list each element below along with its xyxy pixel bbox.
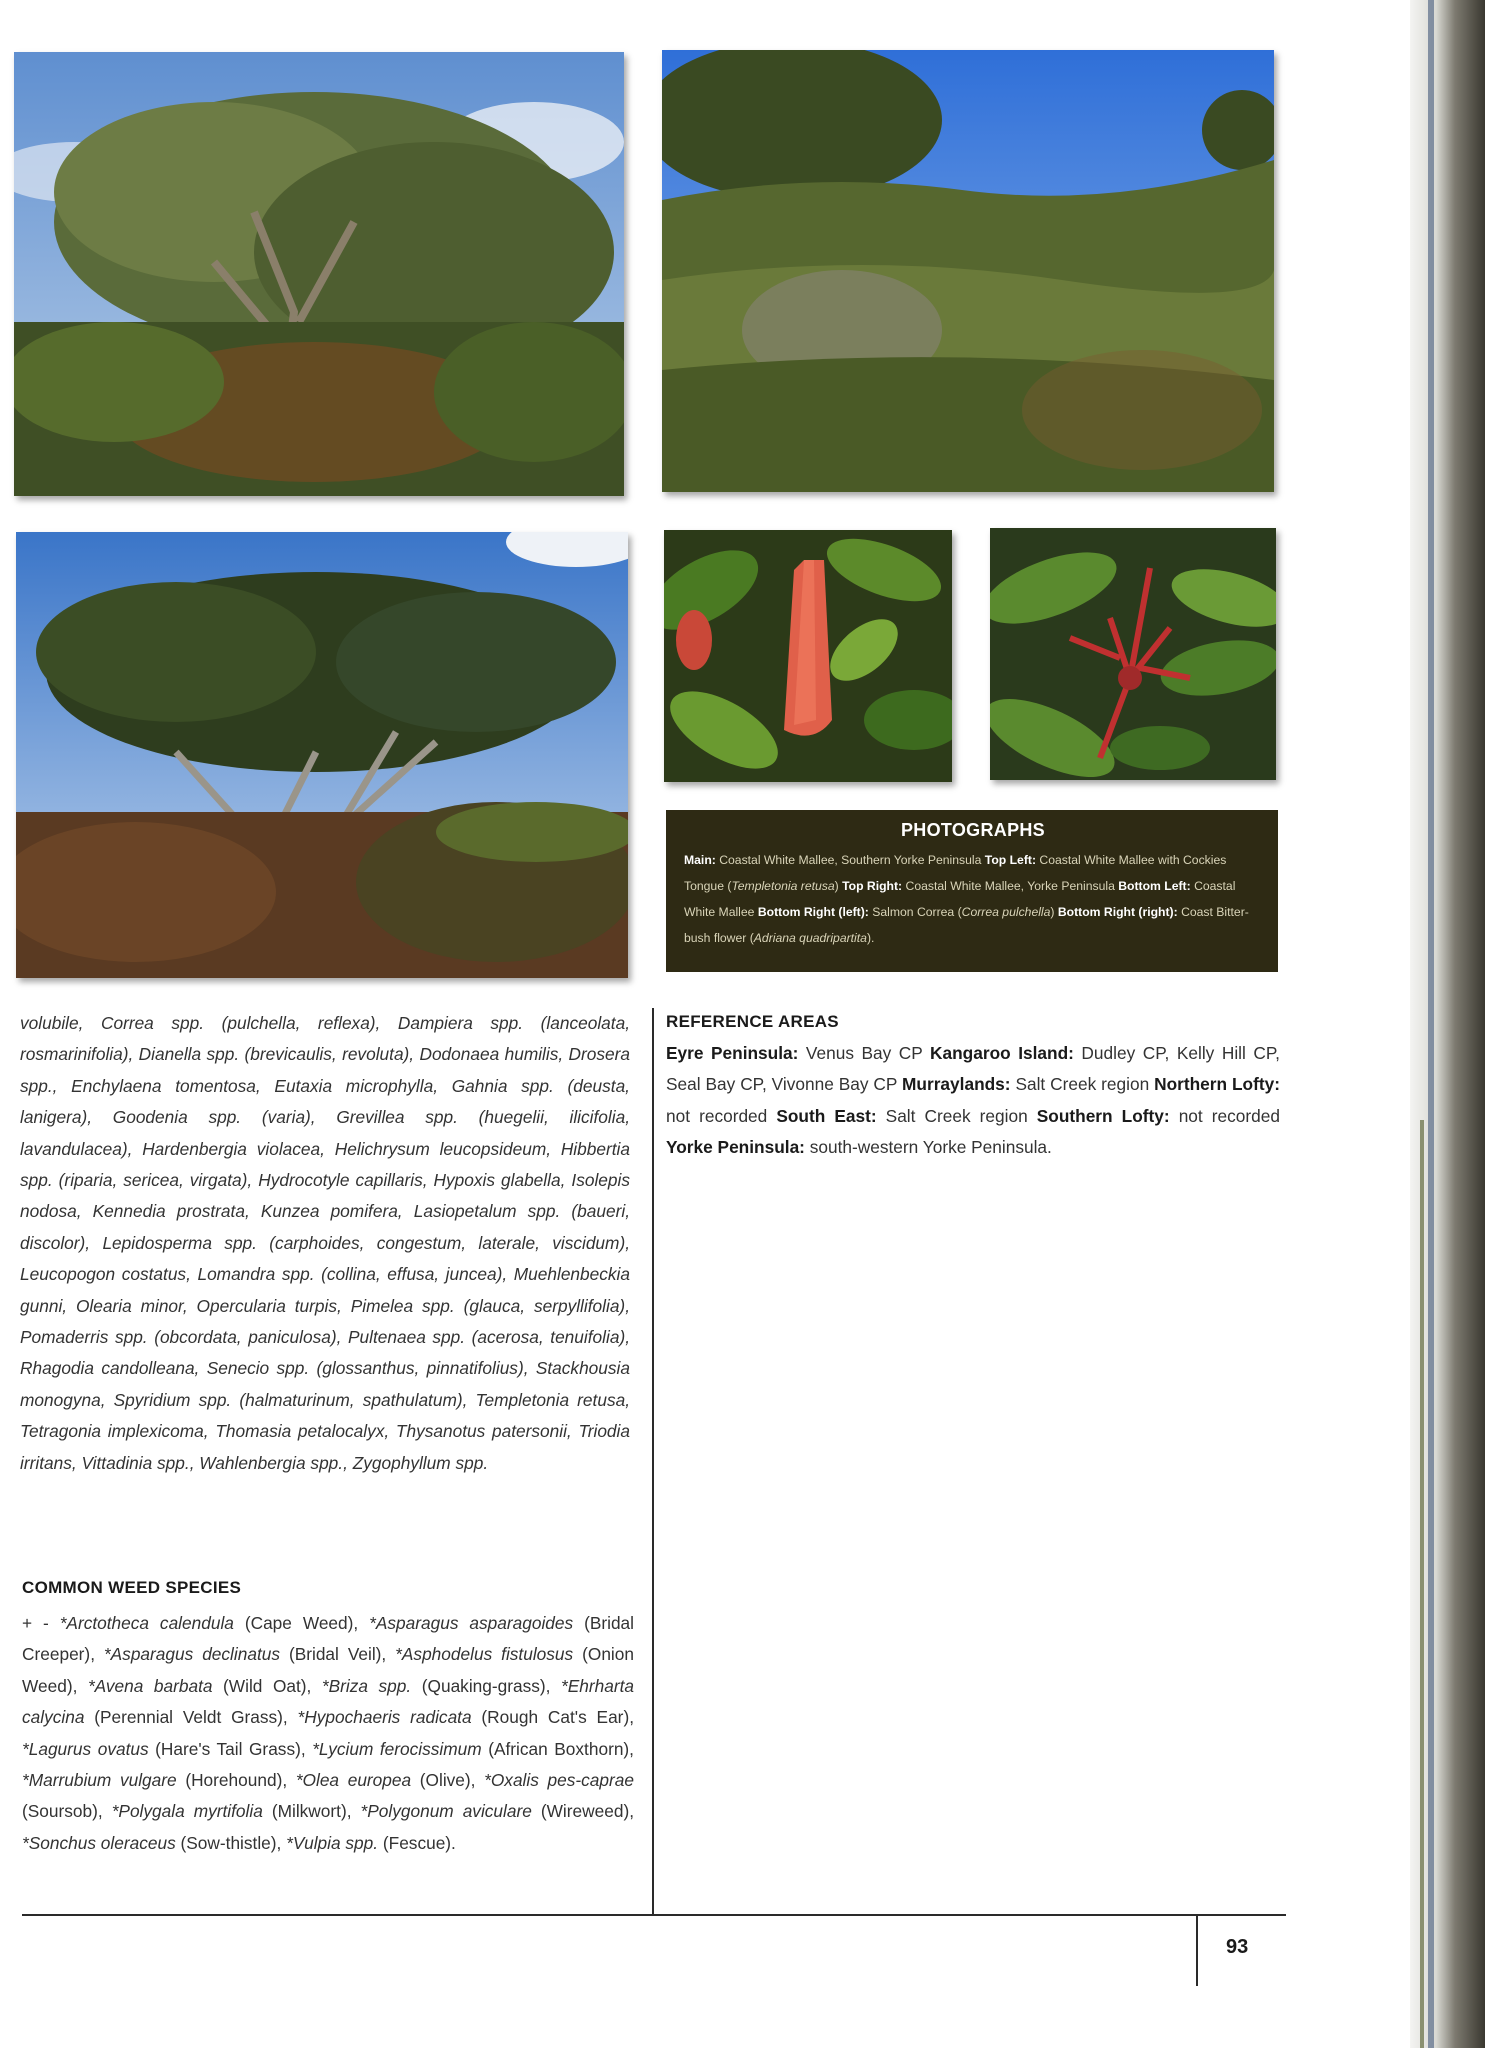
caption-main-label: Main:	[684, 853, 716, 867]
reference-region-label: Kangaroo Island:	[930, 1043, 1074, 1063]
weed-common-name: (Onion Weed),	[22, 1644, 634, 1696]
weed-scientific-name: *Olea europea	[295, 1770, 412, 1791]
reference-region-label: Southern Lofty:	[1036, 1105, 1170, 1126]
weed-scientific-name: *Lycium ferocissimum	[312, 1738, 482, 1759]
weed-scientific-name: *Asparagus declinatus	[103, 1644, 281, 1665]
weed-scientific-name: *Asparagus asparagoides	[369, 1613, 574, 1633]
weed-common-name: (Rough Cat's Ear),	[471, 1707, 634, 1728]
caption-bottom-right-left-text: Salmon Correa (	[872, 905, 962, 919]
weed-common-name: (Bridal Veil),	[280, 1644, 396, 1665]
weed-heading: COMMON WEED SPECIES	[22, 1578, 242, 1597]
reference-region-text: south-western Yorke Peninsula.	[804, 1137, 1052, 1158]
photo-coast-bitter-bush	[990, 528, 1276, 780]
caption-top-left-species: Templetonia retusa	[731, 879, 835, 893]
weed-scientific-name: *Oxalis pes-caprae	[484, 1770, 634, 1791]
weed-common-name: (Wild Oat),	[212, 1675, 322, 1696]
weed-common-name: (Hare's Tail Grass),	[148, 1738, 313, 1759]
weed-common-name: (Fescue).	[378, 1832, 456, 1853]
caption-top-left-close: )	[834, 879, 839, 893]
photographs-caption-box	[666, 810, 1278, 972]
species-list: volubile, Correa spp. (pulchella, reflexa), Dampiera spp. (lanceolata, rosmarinifolia), Dianella spp. (brevicaulis, revoluta), Dodonaea humilis, Drosera spp., Enchylaena tomentosa, Eutaxia microphylla, Gahnia spp. (deusta, lanigera), Goodenia spp. (varia), Grevillea spp. (huegelii, ilicifolia, lavandulacea), Hardenbergia violacea, Helichrysum leucopsideum, Hibbertia spp. (riparia, sericea, virgata), Hydrocotyle capillaris, Hypoxis glabella, Isolepis nodosa, Kennedia prostrata, Kunzea pomifera, Lasiopetalum spp. (baueri, discolor), Lepidosperma spp. (carphoides, congestum, laterale, viscidum), Leucopogon costatus, Lomandra spp. (collina, effusa, juncea), Muehlenbeckia gunni, Olearia minor, Opercularia turpis, Pimelea spp. (glauca, serpyllifolia), Pomaderris spp. (obcordata, paniculosa), Pultenaea spp. (acerosa, tenuifolia), Rhagodia candolleana, Senecio spp. (glossanthus, pinnatifolius), Stackhousia monogyna, Spyridium spp. (halmaturinum, spathulatum), Templetonia retusa, Tetragonia implexicoma, Thomasia petalocalyx, Thysanotus patersonii, Triodia irritans, Vittadinia spp., Wahlenbergia spp., Zygophyllum spp.	[20, 1013, 630, 1473]
weed-scientific-name: *Arctotheca calendula	[59, 1613, 234, 1633]
weed-scientific-name: *Sonchus oleraceus	[22, 1832, 176, 1853]
weed-list	[22, 1608, 634, 1859]
spine-strip-lower	[1420, 1120, 1424, 2048]
weed-scientific-name: *Marrubium vulgare	[22, 1770, 177, 1791]
caption-bottom-right-left-species: Correa pulchella	[961, 905, 1051, 919]
weed-common-name: (Quaking-grass),	[411, 1675, 561, 1696]
reference-region-label: Northern Lofty:	[1154, 1074, 1280, 1095]
weed-prefix: + -	[22, 1613, 60, 1633]
weed-scientific-name: *Polygala myrtifolia	[111, 1801, 263, 1822]
weed-scientific-name: *Asphodelus fistulosus	[395, 1644, 574, 1665]
caption-bottom-left-text: Coastal White Mallee	[684, 879, 1236, 919]
reference-region-label: Eyre Peninsula:	[666, 1043, 799, 1063]
weed-scientific-name: *Polygonum aviculare	[360, 1801, 532, 1822]
weed-common-name: (Sow-thistle),	[175, 1832, 287, 1853]
weed-common-name: (Bridal Creeper),	[22, 1613, 635, 1665]
caption-bottom-right-right-text: Coast Bitter-bush flower (	[684, 905, 1249, 945]
caption-text	[684, 847, 1262, 951]
weed-common-name: (African Boxthorn),	[481, 1738, 634, 1759]
caption-bottom-right-right-label: Bottom Right (right):	[1057, 905, 1178, 919]
caption-top-right-label: Top Right:	[842, 879, 903, 893]
weed-common-name: (Olive),	[411, 1770, 485, 1791]
weed-scientific-name: *Briza spp.	[321, 1675, 412, 1696]
weed-common-name: (Horehound),	[176, 1770, 296, 1791]
weed-common-name: (Wireweed),	[531, 1801, 634, 1822]
caption-bottom-right-right-close: ).	[866, 931, 875, 945]
reference-list	[666, 1038, 1280, 1164]
weed-common-name: (Soursob),	[22, 1801, 112, 1822]
reference-region-text: Salt Creek region	[876, 1105, 1037, 1126]
reference-heading: REFERENCE AREAS	[666, 1012, 839, 1031]
weed-scientific-name: *Lagurus ovatus	[22, 1738, 149, 1759]
footer-rule	[22, 1914, 1286, 1916]
caption-bottom-left-label: Bottom Left:	[1118, 879, 1191, 893]
photo-top-left-mallee	[14, 52, 624, 496]
caption-top-left-text: Coastal White Mallee with Cockies Tongue (	[684, 853, 1227, 893]
photo-top-right-mallee	[662, 50, 1274, 492]
caption-title: PHOTOGRAPHS	[901, 820, 1045, 840]
caption-bottom-right-right-species: Adriana quadripartita	[753, 931, 867, 945]
weed-scientific-name: *Avena barbata	[87, 1675, 213, 1696]
caption-top-left-label: Top Left:	[984, 853, 1037, 867]
reference-region-text: not recorded	[1169, 1105, 1280, 1126]
reference-region-text: not recorded	[666, 1105, 777, 1126]
weed-scientific-name: *Hypochaeris radicata	[297, 1707, 472, 1728]
weed-scientific-name: *Vulpia spp.	[286, 1832, 379, 1853]
reference-region-text: Venus Bay CP	[798, 1043, 931, 1063]
weed-scientific-name: *Ehrharta calycina	[22, 1675, 635, 1728]
reference-region-label: South East:	[776, 1105, 877, 1126]
weed-common-name: (Perennial Veldt Grass),	[84, 1707, 298, 1728]
photo-salmon-correa	[664, 530, 952, 782]
caption-bottom-right-left-close: )	[1050, 905, 1055, 919]
reference-region-text: Salt Creek region	[1010, 1074, 1155, 1095]
caption-top-right-text: Coastal White Mallee, Yorke Peninsula	[905, 879, 1115, 893]
page-number-divider	[1196, 1914, 1198, 1986]
weed-common-name: (Milkwort),	[262, 1801, 361, 1822]
photo-bottom-left-mallee	[16, 532, 628, 978]
caption-main-text: Coastal White Mallee, Southern Yorke Peninsula	[719, 853, 982, 867]
reference-region-text: Dudley CP, Kelly Hill CP, Seal Bay CP, Vivonne Bay CP	[666, 1043, 1280, 1095]
reference-region-label: Yorke Peninsula:	[666, 1137, 805, 1158]
weed-common-name: (Cape Weed),	[233, 1613, 370, 1633]
reference-region-label: Murraylands:	[902, 1074, 1011, 1095]
caption-bottom-right-left-label: Bottom Right (left):	[757, 905, 869, 919]
page-number: 93	[1226, 1936, 1249, 1958]
column-divider	[652, 1008, 654, 1914]
spine-strip	[1428, 0, 1434, 2048]
